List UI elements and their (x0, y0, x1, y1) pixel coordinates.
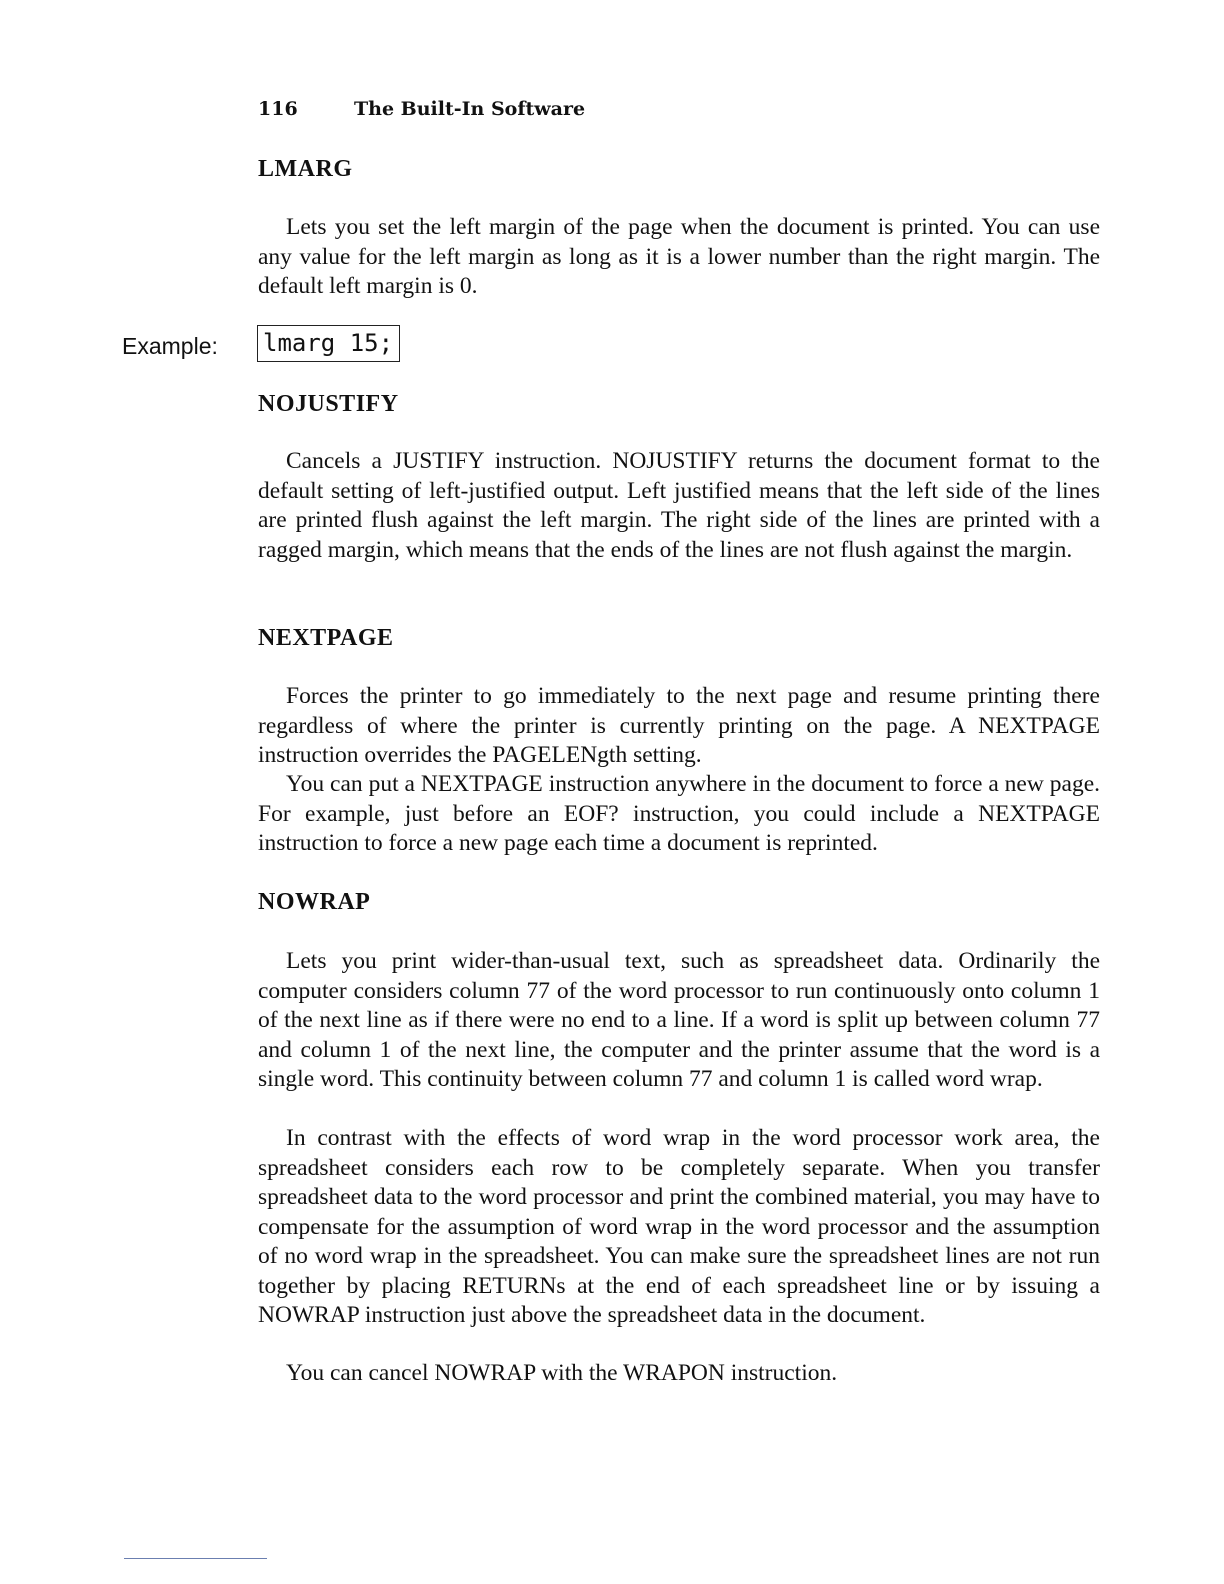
paragraph-nowrap-3: You can cancel NOWRAP with the WRAPON instruction. (286, 1360, 838, 1386)
paragraph-nowrap-1: Lets you print wider-than-usual text, such as spreadsheet data. Ordinarily the computer considers column 77 of the word processor to run continuously onto column 1 of the next line as if there were no end to a line. If a word is split up between column 77 and column 1 of the next line, the computer and the printer assume that the word is a single word. This continuity between column 77 and column 1 is called word wrap. (258, 948, 1100, 1092)
example-label: Example: (122, 333, 218, 359)
heading-lmarg: LMARG (258, 156, 353, 182)
paragraph-nowrap-2: In contrast with the effects of word wrap in the word processor work area, the spreadsheet considers each row to be completely separate. When you transfer spreadsheet data to the word processor and print the combined material, you may have to compensate for the assumption of word wrap in the word processor and the assumption of no word wrap in the spreadsheet. You can make sure the spreadsheet lines are not run together by placing RETURNs at the end of each spreadsheet line or by issuing a NOWRAP instruction just above the spreadsheet data in the document. (258, 1125, 1100, 1328)
paragraph-nextpage-2: You can put a NEXTPAGE instruction anywhere in the document to force a new page. For example, just before an EOF? instruction, you could include a NEXTPAGE instruction to force a new page each time a document is reprinted. (258, 771, 1100, 856)
heading-nojustify: NOJUSTIFY (258, 391, 399, 417)
heading-nowrap: NOWRAP (258, 889, 371, 915)
footer-rule (124, 1558, 267, 1559)
running-header (258, 98, 585, 120)
paragraph-nextpage-1: Forces the printer to go immediately to the next page and resume printing there regardless of where the printer is currently printing on the page. A NEXTPAGE instruction overrides the PAGELENgth setting. (258, 683, 1100, 768)
example-code-box: lmarg 15; (257, 325, 400, 362)
heading-nextpage: NEXTPAGE (258, 625, 394, 651)
paragraph-lmarg: Lets you set the left margin of the page when the document is printed. You can use any value for the left margin as long as it is a lower number than the right margin. The default left margin is 0. (258, 214, 1100, 299)
running-title: The Built-In Software (354, 98, 586, 120)
page-number: 116 (258, 98, 298, 120)
paragraph-nojustify: Cancels a JUSTIFY instruction. NOJUSTIFY returns the document format to the default setting of left-justified output. Left justified means that the left side of the lines are printed flush against the left margin. The right side of the lines are printed with a ragged margin, which means that the ends of the lines are not flush against the margin. (258, 448, 1100, 563)
